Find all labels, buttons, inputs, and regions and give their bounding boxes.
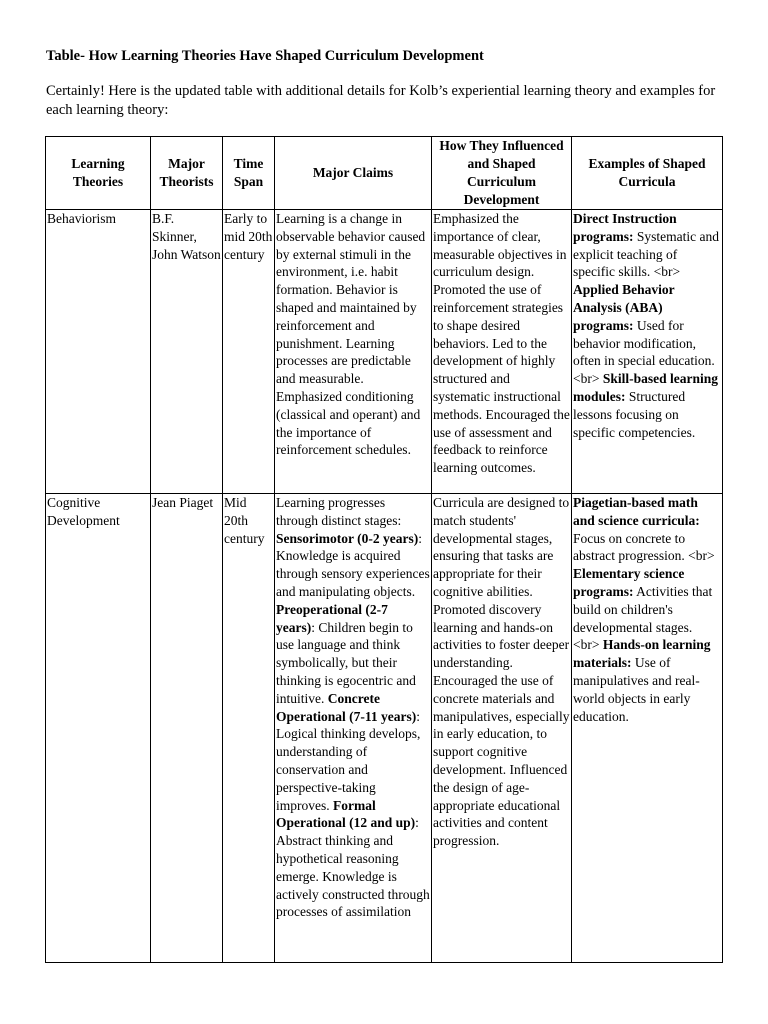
header-major-theorists: Major Theorists [151, 137, 223, 210]
cell-theory: Behaviorism [46, 210, 151, 494]
cell-influence: Emphasized the importance of clear, measurable objectives in curriculum design. Promoted the use of reinforcement strategies to shape desired behaviors. Led to the development of highly structured and systematic instructional methods. Encouraged the use of assessment and feedback to reinforce learning outcomes. [432, 210, 572, 494]
bold-label: Elementary science programs: [573, 566, 685, 599]
header-influence: How They Influenced and Shaped Curriculum Development [432, 137, 572, 210]
bold-label: Hands-on learning materials: [573, 637, 711, 671]
bold-label: Preoperational (2-7 years) [276, 601, 388, 635]
bold-label: Applied Behavior Analysis (ABA) programs: [573, 282, 675, 333]
cell-major-claims: Learning progresses through distinct stages: Sensorimotor (0-2 years): Knowledge is acquired through sensory experiences and manipulating objects. Preoperational (2-7 years): Children begin to use language and think symbolically, but their thinking is egocentric and intuitive. Concrete Operational (7-11 years): Logical thinking develops, understanding of conservation and perspective-taking improves. Formal Operational (12 and up): Abstract thinking and hypothetical reasoning emerge. Knowledge is actively constructed through processes of assimilation [275, 494, 432, 963]
table-row [46, 494, 723, 963]
cell-time-span: Mid 20th century [223, 494, 275, 963]
table-header-row [46, 137, 723, 210]
cell-examples: Piagetian-based math and science curricula: Focus on concrete to abstract progression. <br> Elementary science programs: Activities that build on children's developmental stages. <br> Hands-on learning materials: Use of manipulatives and real-world objects in early education. [572, 494, 723, 963]
cell-examples: Direct Instruction programs: Systematic and explicit teaching of specific skills. <br> Applied Behavior Analysis (ABA) programs: Used for behavior modification, often in special education. <br> Skill-based learning modules: Structured lessons focusing on specific competencies. [572, 210, 723, 494]
bold-label: Formal Operational (12 and up) [276, 797, 416, 831]
intro-paragraph: Certainly! Here is the updated table with additional details for Kolb’s experiential learning theory and examples for each learning theory: [46, 83, 716, 118]
document-title: Table- How Learning Theories Have Shaped Curriculum Development [46, 48, 484, 64]
learning-theories-table [45, 136, 723, 963]
bold-label: Piagetian-based math and science curricula: [573, 495, 700, 528]
table-row [46, 210, 723, 494]
cell-major-claims: Learning is a change in observable behavior caused by external stimuli in the environment, i.e. habit formation. Behavior is shaped and maintained by reinforcement and punishment. Learning processes are predictable and measurable. Emphasized conditioning (classical and operant) and the importance of reinforcement schedules. [275, 210, 432, 494]
header-time-span: Time Span [223, 137, 275, 210]
header-major-claims: Major Claims [275, 137, 432, 210]
bold-label: Skill-based learning modules: [573, 371, 719, 404]
bold-label: Concrete Operational (7-11 years) [276, 690, 417, 724]
bold-label: Direct Instruction programs: [573, 211, 677, 244]
cell-theory: Cognitive Development [46, 494, 151, 963]
header-learning-theories: Learning Theories [46, 137, 151, 210]
cell-theorists: Jean Piaget [151, 494, 223, 963]
header-examples: Examples of Shaped Curricula [572, 137, 723, 210]
cell-theorists: B.F. Skinner, John Watson [151, 210, 223, 494]
cell-influence: Curricula are designed to match students' developmental stages, ensuring that tasks are appropriate for their cognitive abilities. Promoted discovery learning and hands-on activities to foster deeper understanding. Encouraged the use of concrete materials and manipulatives, especially in early education, to support cognitive development. Influenced the design of age-appropriate educational activities and content progression. [432, 494, 572, 963]
cell-time-span: Early to mid 20th century [223, 210, 275, 494]
bold-label: Sensorimotor (0-2 years) [276, 530, 419, 546]
